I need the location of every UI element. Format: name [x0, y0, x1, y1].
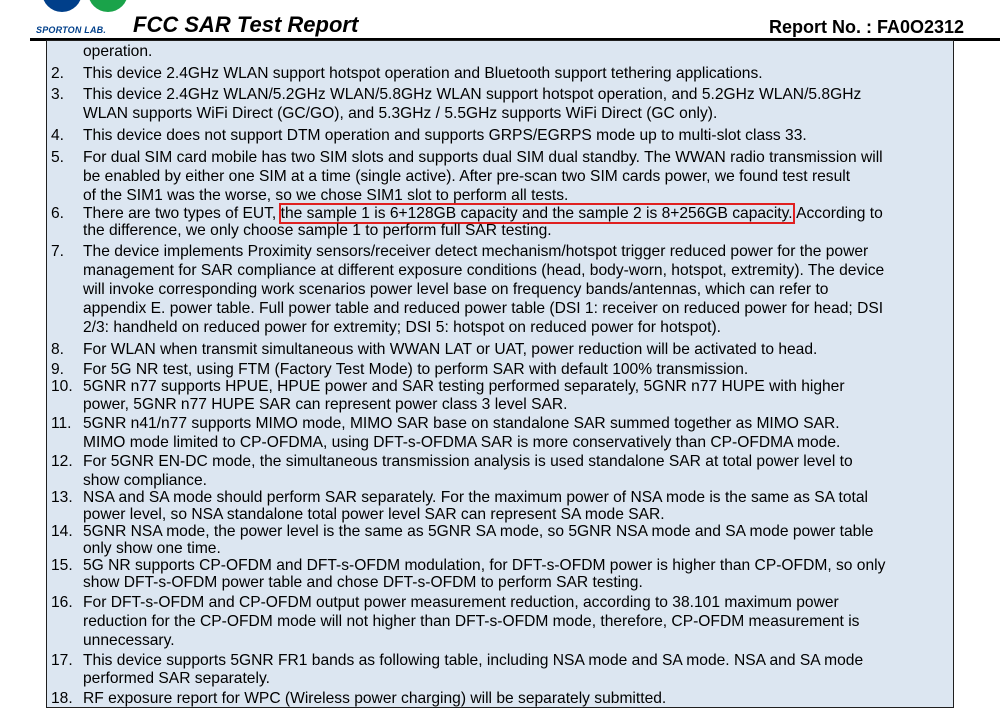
item-number: 4.	[51, 127, 65, 144]
item-line: For 5G NR test, using FTM (Factory Test Mode) to perform SAR with default 100% transmission.	[83, 361, 749, 378]
item-line: 5GNR n41/n77 supports MIMO mode, MIMO SAR base on standalone SAR summed together as MIMO SAR.	[83, 415, 840, 432]
item-line: NSA and SA mode should perform SAR separately. For the maximum power of NSA mode is the same as SA total	[83, 489, 868, 506]
item-number: 18.	[51, 690, 73, 707]
item-number: 5.	[51, 149, 65, 166]
item-number: 9.	[51, 361, 65, 378]
item-line: 2/3: handheld on reduced power for extremity; DSI 5: hotspot on reduced power for hotspot).	[83, 319, 721, 336]
report-title: FCC SAR Test Report	[133, 12, 359, 37]
item-text-pre: There are two types of EUT,	[83, 205, 281, 222]
item-line: management for SAR compliance at different exposure conditions (head, body-worn, hotspot, extremity). The device	[83, 262, 885, 279]
item-line: operation.	[83, 43, 153, 60]
item-line: This device does not support DTM operation and supports GRPS/EGRPS mode up to multi-slot class 33.	[83, 127, 807, 144]
item-line: 5GNR NSA mode, the power level is the same as 5GNR SA mode, so 5GNR NSA mode and SA mode power table	[83, 523, 874, 540]
item-line: show DFT-s-OFDM power table and chose DFT-s-OFDM to perform SAR testing.	[83, 574, 643, 591]
item-line: appendix E. power table. Full power table and reduced power table (DSI 1: receiver on reduced power for head; DSI	[83, 300, 884, 317]
item-line: 5GNR n77 supports HPUE, HPUE power and SAR testing performed separately, 5GNR n77 HUPE with higher	[83, 378, 845, 395]
item-number: 15.	[51, 557, 73, 574]
item-number: 7.	[51, 243, 65, 260]
item-line: be enabled by either one SIM at a time (single active). After pre-scan two SIM cards power, we found test result	[83, 168, 851, 185]
item-number: 16.	[51, 594, 73, 611]
item-line: RF exposure report for WPC (Wireless power charging) will be separately submitted.	[83, 690, 667, 707]
item-line: The device implements Proximity sensors/receiver detect mechanism/hotspot trigger reduced power for the power	[83, 243, 869, 260]
item-line	[83, 205, 953, 224]
item-line: This device supports 5GNR FR1 bands as following table, including NSA mode and SA mode. NSA and SA mode	[83, 652, 864, 669]
item-line: performed SAR separately.	[83, 670, 270, 687]
item-line: For 5GNR EN-DC mode, the simultaneous transmission analysis is used standalone SAR at total power level to	[83, 453, 853, 470]
item-text-post: According to	[792, 205, 883, 222]
item-line: of the SIM1 was the worse, so we chose SIM1 slot to perform all tests.	[83, 187, 569, 204]
item-number: 14.	[51, 523, 73, 540]
item-number: 17.	[51, 652, 73, 669]
item-line: For dual SIM card mobile has two SIM slots and supports dual SIM dual standby. The WWAN radio transmission will	[83, 149, 883, 166]
highlighted-text: the sample 1 is 6+128GB capacity and the sample 2 is 8+256GB capacity.	[280, 205, 793, 222]
item-line: reduction for the CP-OFDM mode will not higher than DFT-s-OFDM mode, therefore, CP-OFDM measurement is	[83, 613, 860, 630]
item-line: MIMO mode limited to CP-OFDMA, using DFT-s-OFDMA SAR is more conservatively than CP-OFDMA mode.	[83, 434, 841, 451]
item-line: power, 5GNR n77 HUPE SAR can represent power class 3 level SAR.	[83, 396, 568, 413]
item-line: show compliance.	[83, 472, 207, 489]
notes-box	[46, 40, 954, 708]
item-number: 13.	[51, 489, 73, 506]
item-line: only show one time.	[83, 540, 221, 557]
report-number: Report No. : FA0O2312	[768, 17, 964, 37]
item-number: 10.	[51, 378, 73, 395]
item-line: power level, so NSA standalone total power level SAR can represent SA mode SAR.	[83, 506, 665, 523]
item-line: unnecessary.	[83, 632, 175, 649]
item-line: 5G NR supports CP-OFDM and DFT-s-OFDM modulation, for DFT-s-OFDM power is higher than CP-OFDM, so only	[83, 557, 886, 574]
logo-text: SPORTON LAB.	[36, 25, 107, 35]
item-number: 12.	[51, 453, 73, 470]
item-line: the difference, we only choose sample 1 to perform full SAR testing.	[83, 222, 552, 239]
item-number: 8.	[51, 341, 65, 358]
item-line: For DFT-s-OFDM and CP-OFDM output power measurement reduction, according to 38.101 maximum power	[83, 594, 839, 611]
item-number: 3.	[51, 86, 65, 103]
item-line: WLAN supports WiFi Direct (GC/GO), and 5.3GHz / 5.5GHz supports WiFi Direct (GC only).	[83, 105, 718, 122]
item-line: This device 2.4GHz WLAN/5.2GHz WLAN/5.8GHz WLAN support hotspot operation, and 5.2GHz WLAN/5.8GHz	[83, 86, 862, 103]
item-number: 2.	[51, 65, 65, 82]
item-number: 6.	[51, 205, 65, 222]
item-line: For WLAN when transmit simultaneous with WWAN LAT or UAT, power reduction will be activated to head.	[83, 341, 818, 358]
item-line: will invoke corresponding work scenarios power level base on frequency bands/antennas, which can refer to	[83, 281, 829, 298]
item-number: 11.	[51, 415, 72, 432]
item-line: This device 2.4GHz WLAN support hotspot operation and Bluetooth support tethering applications.	[83, 65, 763, 82]
sporton-logo	[30, 0, 140, 20]
